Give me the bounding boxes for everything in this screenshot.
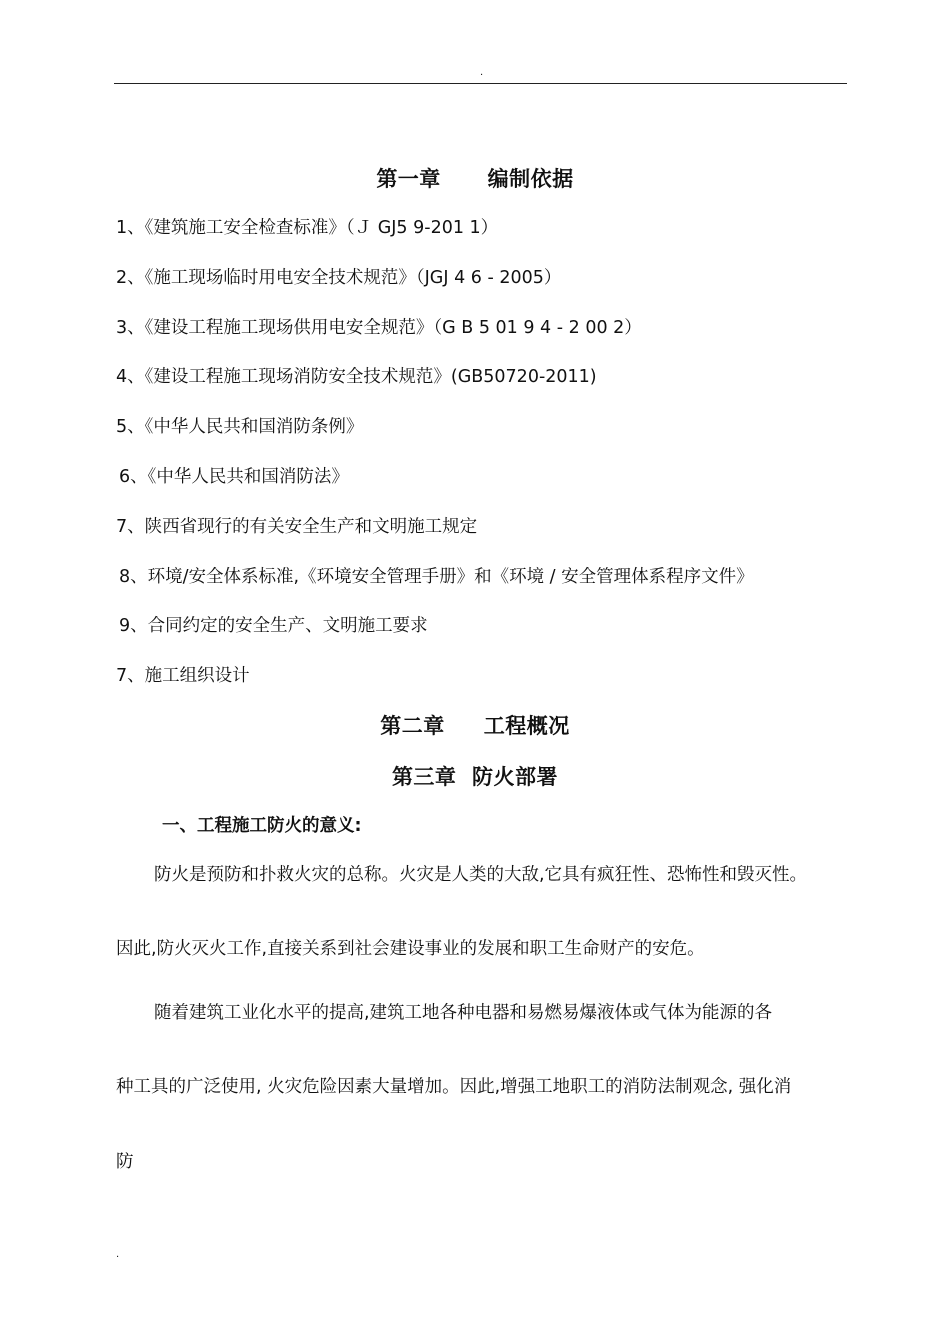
basis-item-4: 4、《建设工程施工现场消防安全技术规范》(GB50720-2011) — [116, 367, 597, 387]
header-mark: . — [480, 67, 484, 78]
paragraph-line-1: 防火是预防和扑救火灾的总称。火灾是人类的大敌,它具有疯狂性、恐怖性和毁灭性。 — [154, 865, 808, 885]
footer-mark: . — [116, 1249, 120, 1260]
paragraph-line-4: 种工具的广泛使用, 火灾危险因素大量增加。因此,增强工地职工的消防法制观念, 强化消 — [116, 1077, 792, 1097]
section-1-heading: 一、工程施工防火的意义: — [162, 816, 362, 836]
chapter-1-title: 第一章 编制依据 — [376, 167, 574, 191]
basis-item-3: 3、《建设工程施工现场供用电安全规范》（G B 5 01 9 4 - 2 00 2） — [116, 318, 642, 338]
basis-item-9: 9、合同约定的安全生产、文明施工要求 — [119, 616, 428, 636]
paragraph-line-5: 防 — [116, 1152, 134, 1172]
basis-item-6: 6、《中华人民共和国消防法》 — [119, 467, 349, 487]
paragraph-line-2: 因此,防火灭火工作,直接关系到社会建设事业的发展和职工生命财产的安危。 — [116, 939, 705, 959]
paragraph-line-3: 随着建筑工业化水平的提高,建筑工地各种电器和易燃易爆液体或气体为能源的各 — [154, 1003, 773, 1023]
basis-item-8: 8、环境/安全体系标准,《环境安全管理手册》和《环境 / 安全管理体系程序文件》 — [119, 567, 754, 587]
basis-item-1: 1、《建筑施工安全检查标准》（Ｊ GJ5 9-201 1） — [116, 218, 499, 238]
header-rule — [114, 83, 847, 84]
chapter-3-title: 第三章 防火部署 — [391, 765, 559, 789]
basis-item-10: 7、施工组织设计 — [116, 666, 250, 686]
basis-item-5: 5、《中华人民共和国消防条例》 — [116, 417, 364, 437]
chapter-2-title: 第二章 工程概况 — [380, 714, 570, 738]
basis-item-7: 7、陕西省现行的有关安全生产和文明施工规定 — [116, 517, 478, 537]
basis-item-2: 2、《施工现场临时用电安全技术规范》（JGJ 4 6 - 2005） — [116, 268, 562, 288]
